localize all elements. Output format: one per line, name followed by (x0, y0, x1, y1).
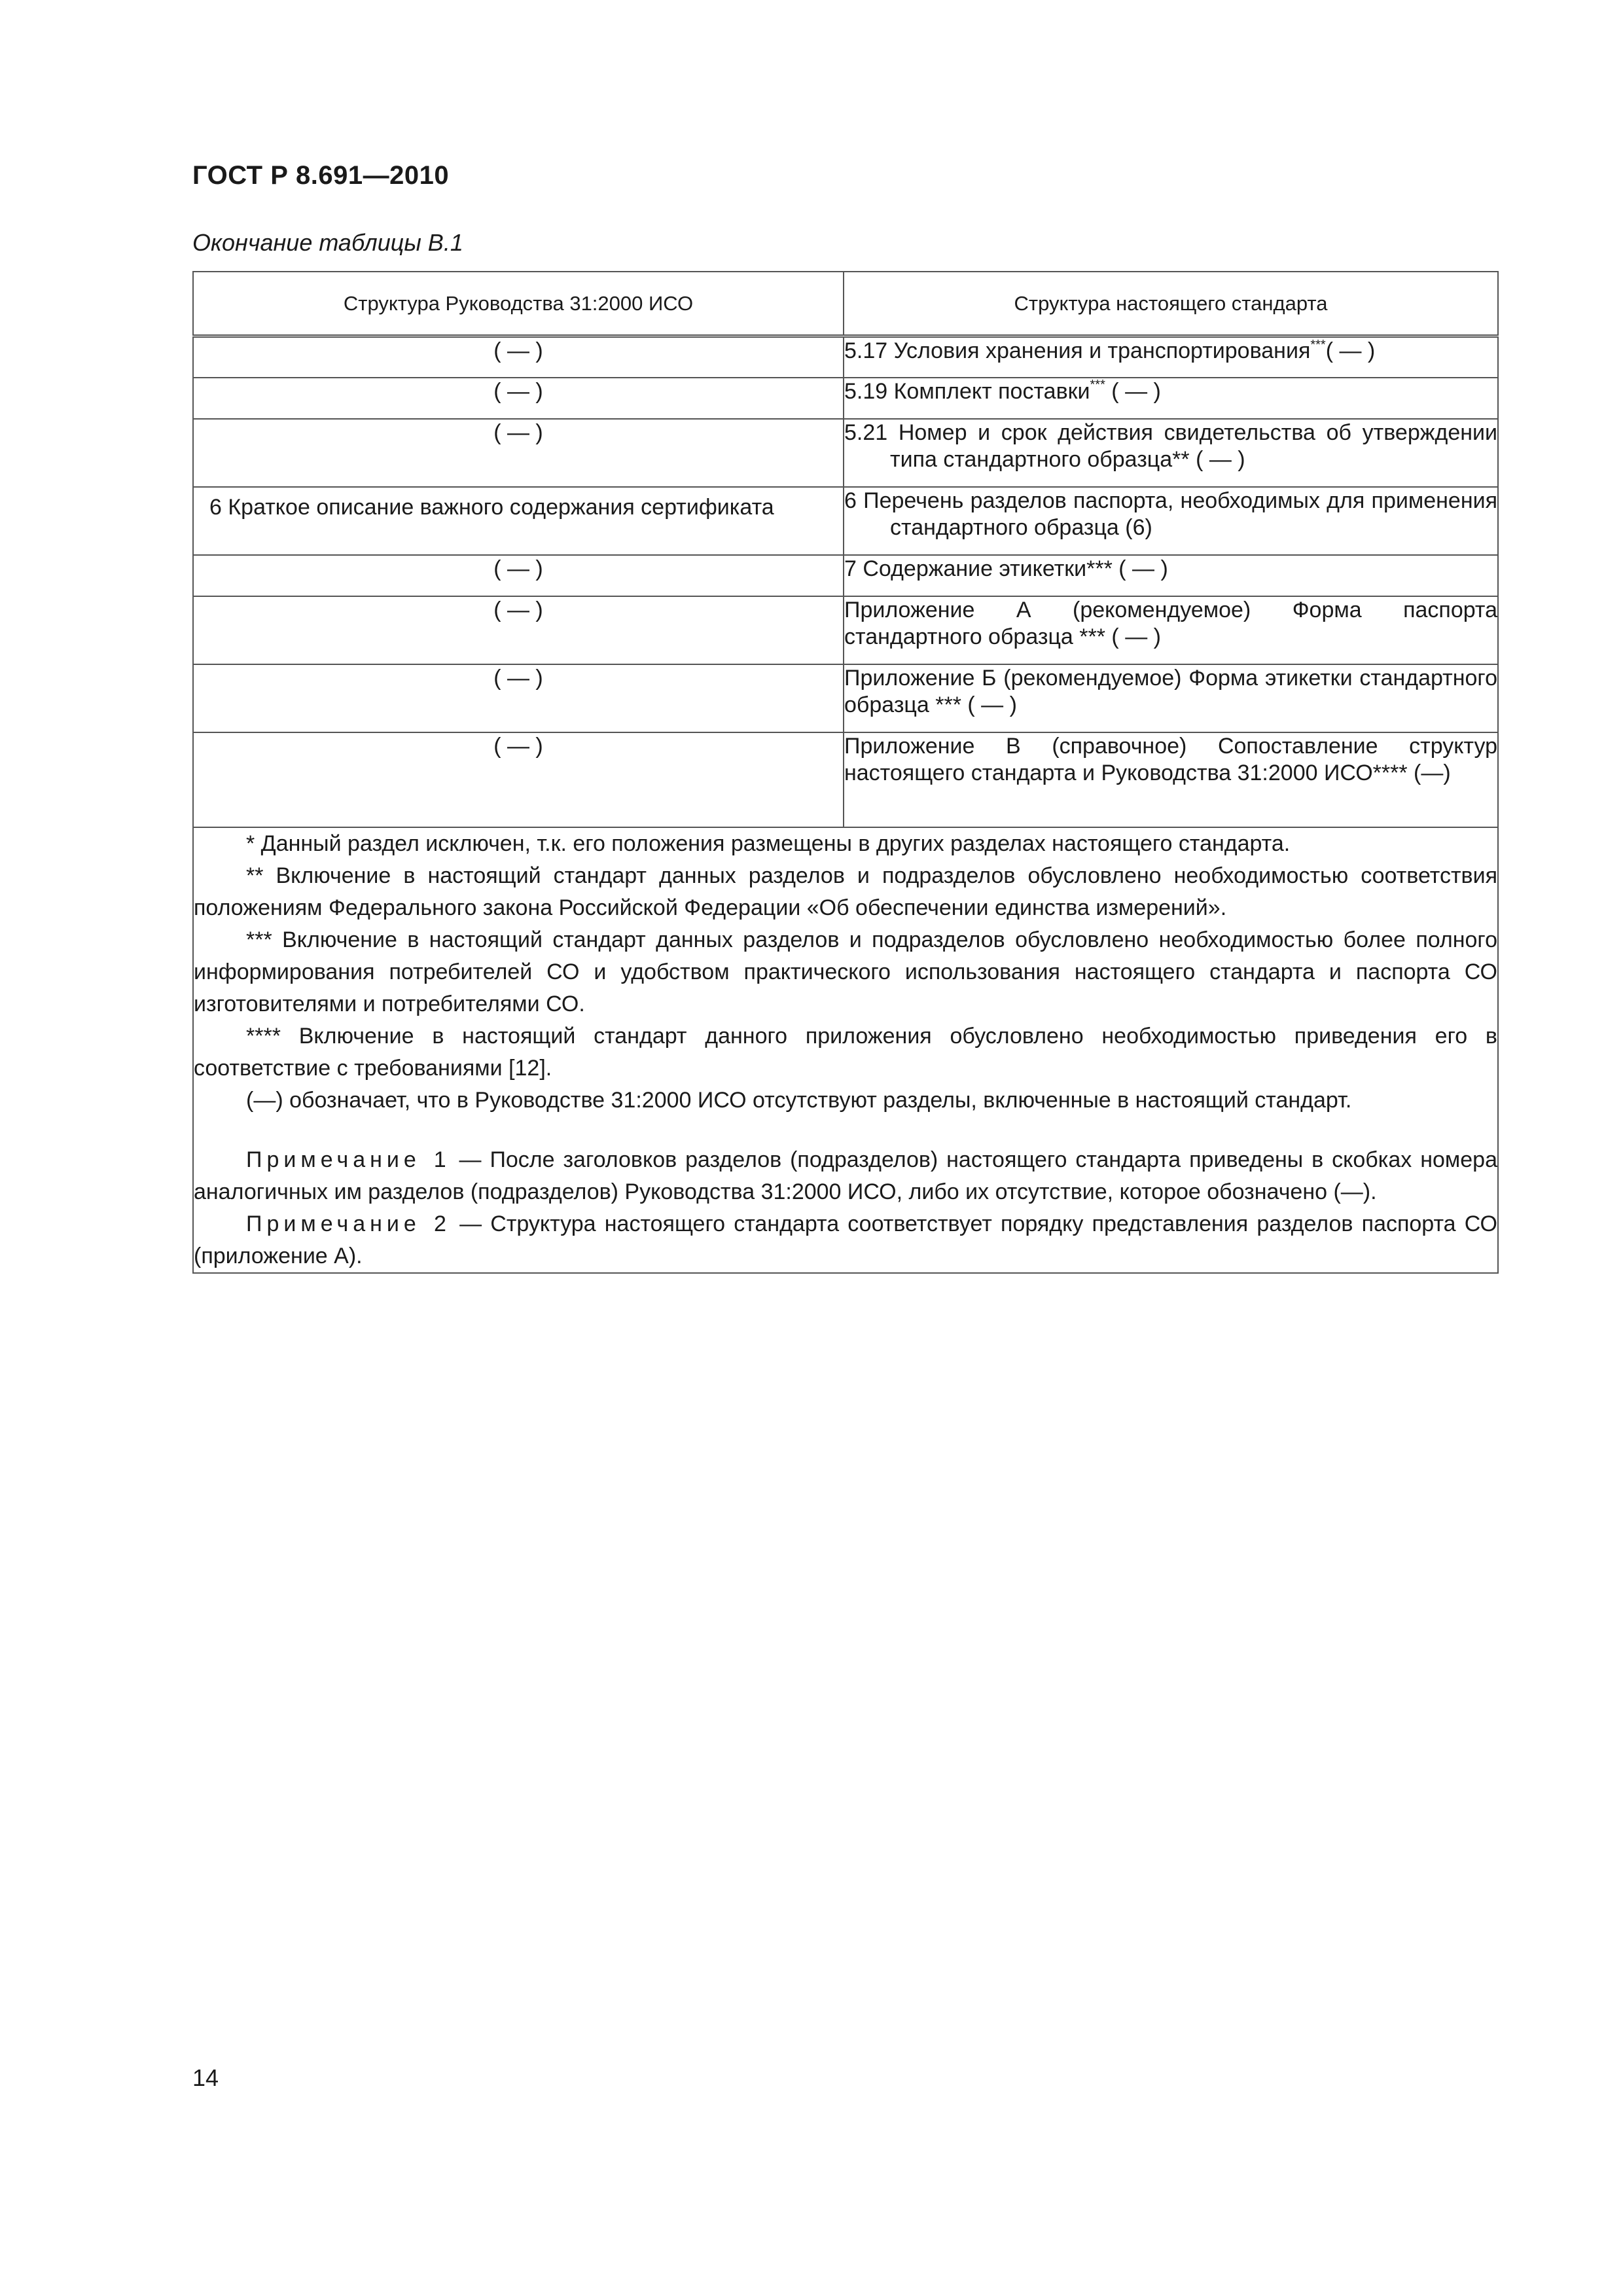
note (194, 1144, 1497, 1208)
iso-cell: 6 Краткое описание важного содержания сертификата (193, 487, 844, 555)
standard-cell (844, 487, 1498, 555)
iso-cell: ( — ) (193, 596, 844, 664)
standard-cell (844, 378, 1498, 419)
table-row (193, 378, 1498, 419)
standard-cell (844, 419, 1498, 487)
standard-text: 5.17 Условия хранения и транспортирования (844, 338, 1311, 363)
comparison-table (192, 271, 1499, 1274)
note-label: Примечание 1 (246, 1147, 451, 1172)
standard-cell: Приложение В (справочное) Сопоставление структур настоящего стандарта и Руководства 31:2000 ИСО**** (—) (844, 732, 1498, 827)
standard-cell: Приложение А (рекомендуемое) Форма паспорта стандартного образца *** ( — ) (844, 596, 1498, 664)
standard-cell: 7 Содержание этикетки*** ( — ) (844, 555, 1498, 596)
document-header: ГОСТ Р 8.691—2010 (192, 161, 450, 190)
footnote: *** Включение в настоящий стандарт данных разделов и подразделов обусловлено необходимостью более полного информирования потребителей СО и удобством практического использования настоящего стандарта и паспорта СО изготовителями и потребителями СО. (194, 927, 1497, 1016)
notes-cell (193, 827, 1498, 1273)
note-label: Примечание 2 (246, 1211, 451, 1236)
note (194, 1208, 1497, 1272)
page-number: 14 (192, 2064, 219, 2091)
table-row (193, 336, 1498, 378)
footnote: (—) обозначает, что в Руководстве 31:2000 ИСО отсутствуют разделы, включенные в настоящий стандарт. (246, 1087, 1352, 1113)
standard-suffix: ( — ) (1105, 378, 1161, 404)
iso-cell: ( — ) (193, 555, 844, 596)
standard-cell: Приложение Б (рекомендуемое) Форма этикетки стандартного образца *** ( — ) (844, 664, 1498, 732)
standard-text: 5.21 Номер и срок действия свидетельства об утверждении типа стандартного образца** ( — ) (844, 420, 1497, 472)
standard-suffix: ( — ) (1325, 338, 1376, 363)
column-header-standard: Структура настоящего стандарта (844, 272, 1498, 336)
column-header-iso: Структура Руководства 31:2000 ИСО (193, 272, 844, 336)
table-row (193, 487, 1498, 555)
iso-cell: ( — ) (193, 336, 844, 378)
table-caption: Окончание таблицы В.1 (192, 229, 463, 256)
table-row (193, 732, 1498, 827)
note-text: — После заголовков разделов (подразделов) настоящего стандарта приведены в скобках номера аналогичных им разделов (подразделов) Руководства 31:2000 ИСО, либо их отсутствие, которое обозначено (—). (194, 1147, 1497, 1204)
table-row (193, 419, 1498, 487)
iso-cell: ( — ) (193, 378, 844, 419)
table-header-row (193, 272, 1498, 336)
footnote-mark: *** (1090, 378, 1105, 393)
footnote: ** Включение в настоящий стандарт данных разделов и подразделов обусловлено необходимостью соответствия положениям Федерального закона Российской Федерации «Об обеспечении единства измерений». (194, 863, 1497, 920)
table-row (193, 555, 1498, 596)
notes-row (193, 827, 1498, 1273)
footnote: **** Включение в настоящий стандарт данного приложения обусловлено необходимостью приведения его в соответствие с требованиями [12]. (194, 1023, 1497, 1081)
table-row (193, 664, 1498, 732)
note-text: — Структура настоящего стандарта соответствует порядку представления разделов паспорта СО (приложение А). (194, 1211, 1497, 1268)
footnote-mark: *** (1310, 337, 1326, 352)
footnote: * Данный раздел исключен, т.к. его положения размещены в других разделах настоящего стандарта. (246, 831, 1291, 856)
standard-cell (844, 336, 1498, 378)
iso-cell: ( — ) (193, 419, 844, 487)
iso-cell: ( — ) (193, 732, 844, 827)
iso-cell: ( — ) (193, 664, 844, 732)
standard-text: 6 Перечень разделов паспорта, необходимых для применения стандартного образца (6) (844, 488, 1497, 540)
table-row (193, 596, 1498, 664)
standard-text: 5.19 Комплект поставки (844, 378, 1090, 404)
